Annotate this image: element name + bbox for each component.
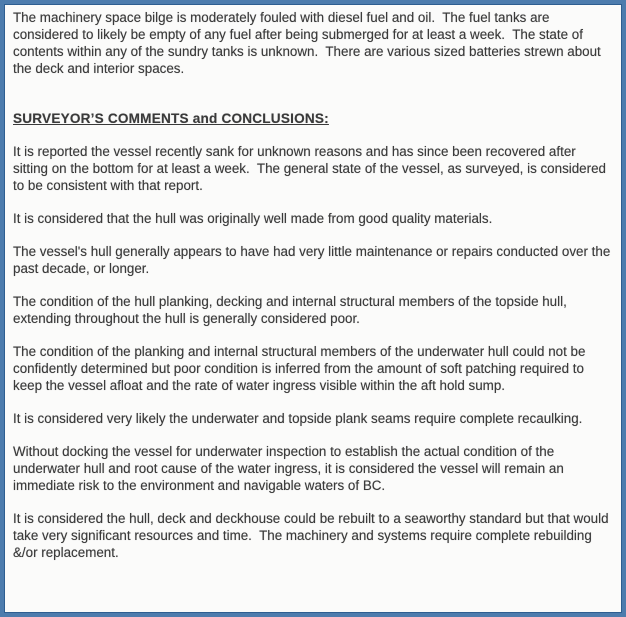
report-paragraph: It is considered that the hull was originally well made from good quality materials. <box>13 211 493 226</box>
report-paragraph: It is reported the vessel recently sank for unknown reasons and has since been recovered after sitting on the bottom for at least a week. The general state of the vessel, as surveyed, is considered to be consistent with that report. <box>13 144 610 193</box>
report-paragraph: Without docking the vessel for underwater inspection to establish the actual condition of the underwater hull and root cause of the water ingress, it is considered the vessel will remain an immediate risk to the environment and navigable waters of BC. <box>13 444 568 493</box>
section-heading-surveyors-comments: SURVEYOR’S COMMENTS and CONCLUSIONS: <box>13 111 329 126</box>
report-paragraph: It is considered very likely the underwater and topside plank seams require complete recaulking. <box>13 411 583 426</box>
report-paragraph: It is considered the hull, deck and deckhouse could be rebuilt to a seaworthy standard but that would take very significant resources and time. The machinery and systems require complete rebuilding &/or replacement. <box>13 511 613 560</box>
report-paragraph: The condition of the hull planking, decking and internal structural members of the topside hull, extending throughout the hull is generally considered poor. <box>13 294 571 326</box>
report-paragraph: The vessel's hull generally appears to have had very little maintenance or repairs conducted over the past decade, or longer. <box>13 244 615 276</box>
report-paragraph-intro: The machinery space bilge is moderately fouled with diesel fuel and oil. The fuel tanks are considered to likely be empty of any fuel after being submerged for at least a week. The state of contents within any of the sundry tanks is unknown. There are various sized batteries strewn about the deck and interior spaces. <box>13 10 605 76</box>
report-paragraph: The condition of the planking and internal structural members of the underwater hull could not be confidently determined but poor condition is inferred from the amount of soft patching required to keep the vessel afloat and the rate of water ingress visible within the aft hold sump. <box>13 344 590 393</box>
